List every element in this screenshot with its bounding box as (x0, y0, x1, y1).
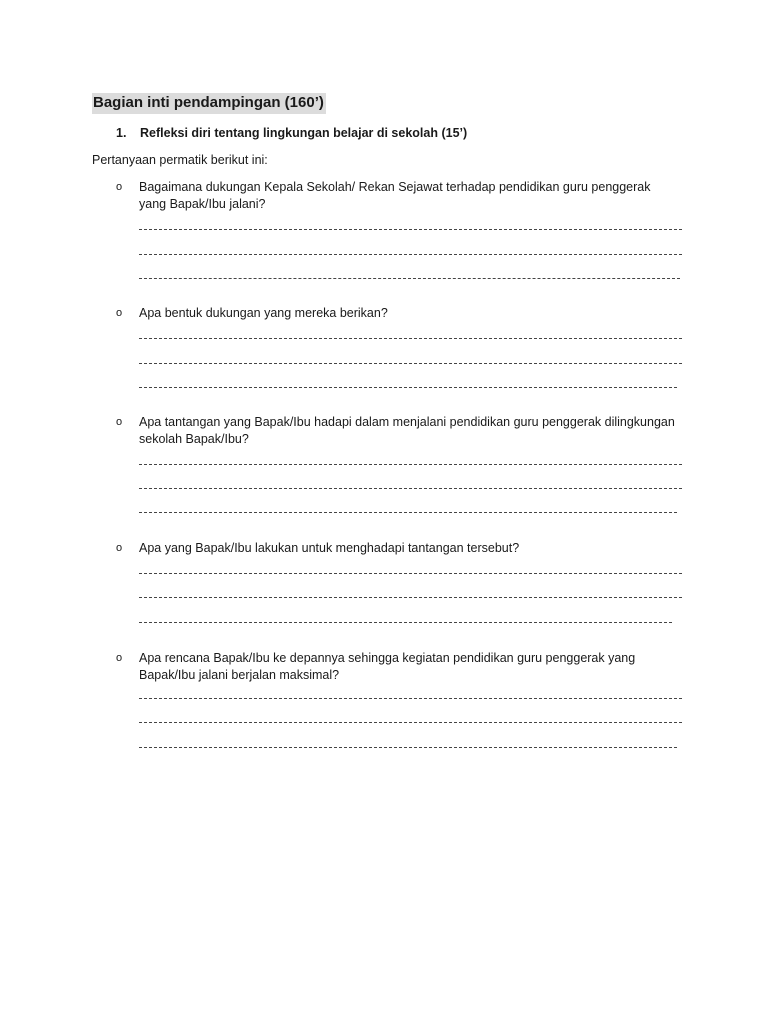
bullet-icon: o (116, 181, 123, 193)
question-text: Bagaimana dukungan Kepala Sekolah/ Rekan Sejawat terhadap pendidikan guru penggerak yang Bapak/Ibu jalani? (139, 180, 651, 211)
question-text: Apa rencana Bapak/Ibu ke depannya sehingga kegiatan pendidikan guru penggerak yang Bapak/Ibu jalani berjalan maksimal? (139, 651, 636, 682)
question-text: Apa tantangan yang Bapak/Ibu hadapi dalam menjalani pendidikan guru penggerak dilingkungan sekolah Bapak/Ibu? (139, 415, 675, 446)
bullet-icon: o (116, 652, 123, 664)
answer-line[interactable] (139, 747, 677, 748)
bullet-icon: o (116, 416, 123, 428)
answer-line[interactable] (139, 722, 682, 723)
answer-line[interactable] (139, 622, 672, 623)
answer-line[interactable] (139, 464, 682, 465)
answer-line[interactable] (139, 229, 682, 230)
answer-line[interactable] (139, 573, 682, 574)
numbered-item-title (116, 125, 467, 141)
answer-line[interactable] (139, 338, 682, 339)
answer-line[interactable] (139, 387, 677, 388)
section-heading: Bagian inti pendampingan (160’) (92, 93, 326, 114)
answer-line[interactable] (139, 488, 682, 489)
answer-line[interactable] (139, 363, 682, 364)
answer-line[interactable] (139, 512, 677, 513)
intro-text: Pertanyaan permatik berikut ini: (92, 153, 268, 167)
bullet-icon: o (116, 307, 123, 319)
item-title-text: Refleksi diri tentang lingkungan belajar di sekolah (15’) (140, 126, 468, 140)
item-number: 1. (116, 126, 127, 140)
answer-line[interactable] (139, 254, 682, 255)
question-text: Apa bentuk dukungan yang mereka berikan? (139, 306, 388, 320)
answer-line[interactable] (139, 698, 682, 699)
answer-line[interactable] (139, 278, 680, 279)
question-text: Apa yang Bapak/Ibu lakukan untuk menghadapi tantangan tersebut? (139, 541, 520, 555)
answer-line[interactable] (139, 597, 682, 598)
bullet-icon: o (116, 542, 123, 554)
